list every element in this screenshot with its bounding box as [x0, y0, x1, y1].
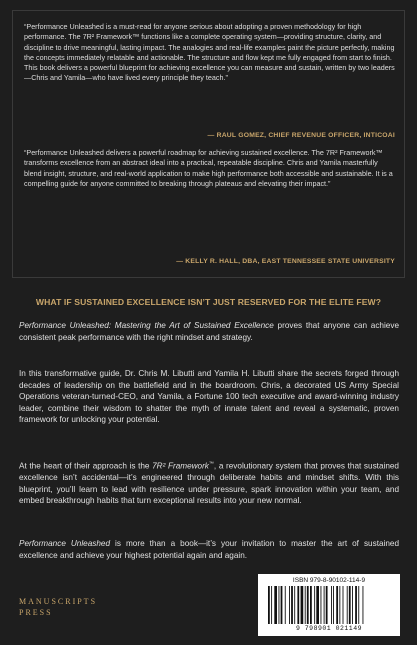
description-paragraph-1	[19, 320, 399, 343]
endorsement-attribution-2: — KELLY R. HALL, DBA, EAST TENNESSEE STATE UNIVERSITY	[176, 258, 395, 265]
paragraph-1-text: proves that anyone can achieve consistent peak performance with the right mindset and strategy.	[19, 321, 400, 342]
paragraph-3-text: , a revolutionary system that proves that sustained excellence isn’t accidental—it’s engineered through deliberate habits and mindset shifts. With this blueprint, you’ll learn to lead with resilience under pressure, spark innovation within your team, and embed breakthrough habits that turn exceptional results into your new normal.	[19, 461, 399, 506]
isbn-number: ISBN 979-8-90102-114-9	[292, 577, 366, 584]
description-paragraph-2: In this transformative guide, Dr. Chris M. Libutti and Yamila H. Libutti share the secrets forged through decades of leadership on the battlefield and in the boardroom. Chris, a decorated US Army Special Operations veteran-turned-CEO, and Yamila, a Fortune 100 tech executive and award-winning industry leader, combine their wisdom to shatter the myth of innate talent and reveal a systematic, proven framework for unlocking your potential.	[19, 369, 399, 424]
headline: WHAT IF SUSTAINED EXCELLENCE ISN’T JUST RESERVED FOR THE ELITE FEW?	[35, 297, 382, 307]
barcode-digits: 9 798901 021149	[295, 625, 362, 632]
publisher-line-1: MANUSCRIPTS	[19, 597, 98, 606]
paragraph-3-lead: At the heart of their approach is the	[19, 461, 153, 471]
description-paragraph-3	[19, 459, 399, 507]
barcode-bars-graphic	[268, 586, 390, 624]
trademark-symbol: ™	[208, 461, 214, 467]
book-title: Performance Unleashed: Mastering the Art of Sustained Excellence	[19, 321, 274, 330]
framework-name: 7R² Framework	[152, 461, 209, 471]
endorsement-attribution-1: — RAUL GOMEZ, CHIEF REVENUE OFFICER, INTICOAI	[207, 132, 395, 139]
endorsement-quote-2: “Performance Unleashed delivers a powerful roadmap for achieving sustained excellence. The 7R² Framework™ transforms excellence from an abstract ideal into a practical, repeatable discipline. Chris and Yamila masterfully blend insight, structure, and real-world application to make high performance both accessible and sustainable. It is a compelling guide for anyone committed to breaking through plateaus and elevating their impact.”	[24, 148, 393, 188]
book-title-short: Performance Unleashed	[19, 539, 111, 548]
publisher-line-2: PRESS	[19, 608, 53, 617]
description-paragraph-4	[19, 538, 399, 561]
endorsement-quote-1: “Performance Unleashed is a must-read for anyone serious about adopting a proven methodology for high performance. The 7R² Framework™ functions like a complete operating system—providing structure, clarity, and discipline to drive meaningful, lasting impact. The analogies and real-life examples paint the picture perfectly, making the concepts immediately relatable and actionable. The structure and flow kept me fully engaged from start to finish. This book delivers a powerful blueprint for achieving excellence you can measure and sustain, written by two leaders—Chris and Yamila—who have lived every principle they teach.”	[24, 22, 395, 83]
isbn-barcode	[258, 574, 400, 636]
paragraph-4-text: is more than a book—it’s your invitation to master the art of sustained excellence and achieve your highest potential again and again.	[19, 539, 399, 560]
publisher-logo	[19, 596, 97, 618]
